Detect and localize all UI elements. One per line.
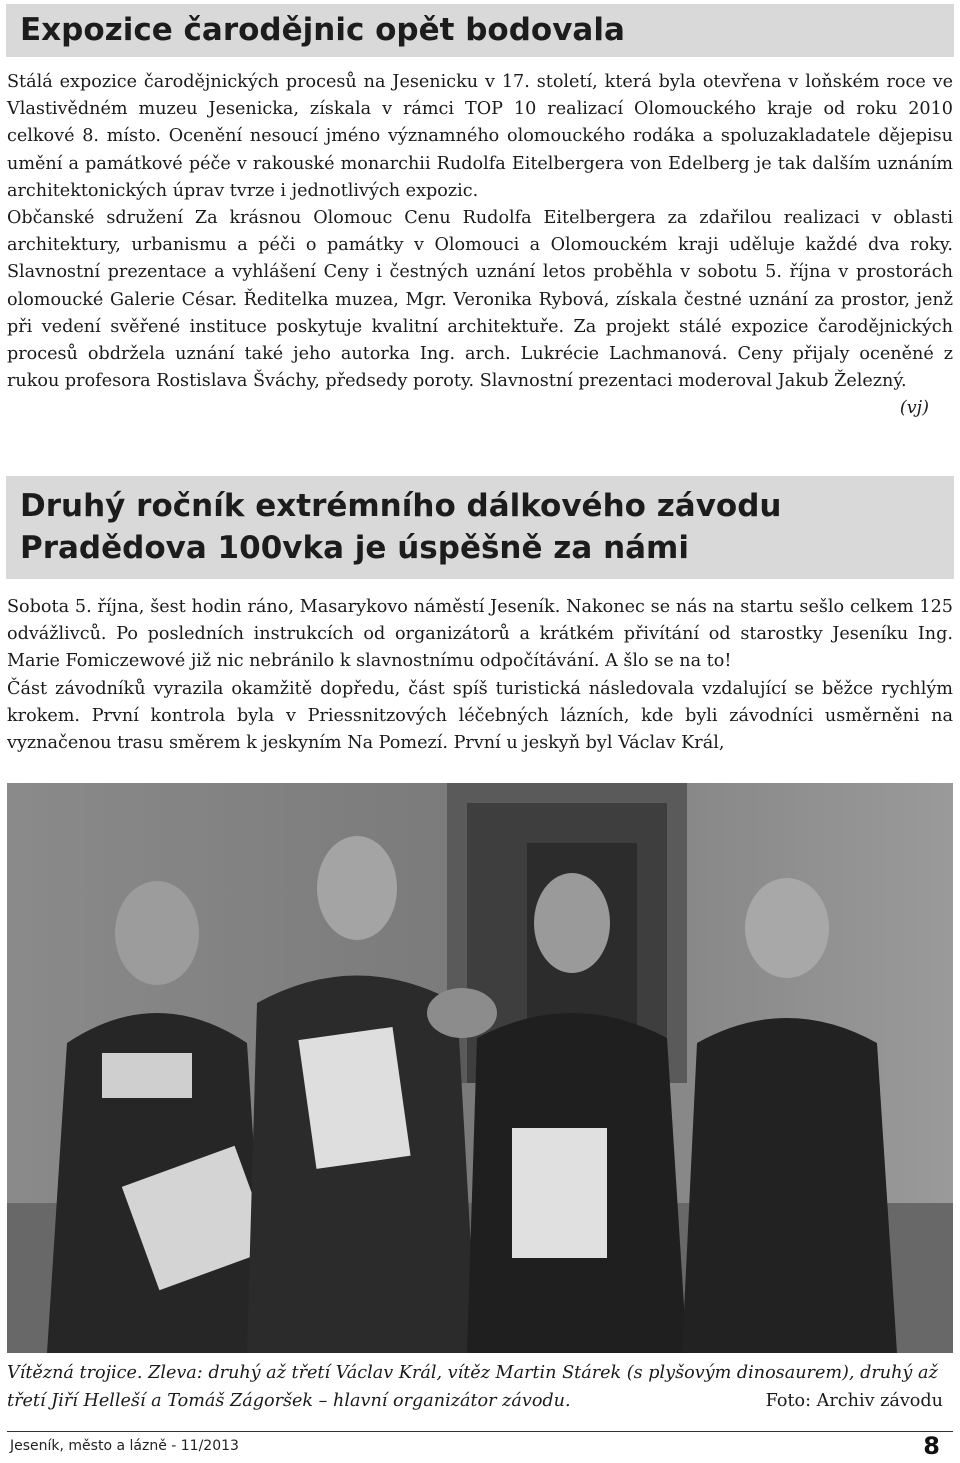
article1-headline: Expozice čarodějnic opět bodovala [6,4,954,57]
photo-credit: Foto: Archiv závodu [765,1390,943,1411]
article1-paragraph: Stálá expozice čarodějnických procesů na Jesenicku v 17. století, která byla otevřena v loňském roce ve Vlastivědném muzeu Jesenicka, získala v rámci TOP 10 realizací Olomouckého kraje od roku 2010 celkové 8. místo. Ocenění nesoucí jméno významného olomouckého rodáka a spoluzakladatele dějepisu umění a památkové péče v rakouské monarchii Rudolfa Eitelbergera von Edelberg je tak dalším uznáním architektonických úprav tvrze i jednotlivých expozic. [7,72,953,201]
photo-caption-text: Vítězná trojice. Zleva: druhý až třetí Václav Král, vítěz Martin Stárek (s plyšovým dinosaurem), druhý až třetí Jiří Helleší a Tomáš Zágoršek – hlavní organizátor závodu. [7,1363,938,1411]
article2-headline-line2: Pradědova 100vka je úspěšně za námi [20,530,689,566]
footer-divider [7,1431,953,1432]
group-photo-image [7,783,953,1353]
article2-paragraph: Sobota 5. října, šest hodin ráno, Masarykovo náměstí Jeseník. Nakonec se nás na startu sešlo celkem 125 odvážlivců. Po posledních instrukcích od organizátorů a krátkém přivítání od starostky Jeseníku Ing. Marie Fomiczewové již nic nebránilo k slavnostnímu odpočítávání. A šlo se na to! [7,597,953,672]
article2-body [7,594,953,757]
article1-signature: (vj) [899,398,929,419]
group-photo [7,783,953,1353]
footer-publication: Jeseník, město a lázně - 11/2013 [10,1438,239,1454]
article1-body [7,69,953,423]
photo-caption [7,1360,953,1415]
page-number: 8 [923,1432,940,1460]
article2-paragraph: Část závodníků vyrazila okamžitě dopředu, část spíš turistická následovala vzdalující se běžce rychlým krokem. První kontrola byla v Priessnitzových léčebných lázních, kde byli závodníci usměrněni na vyznačenou trasu směrem k jeskyním Na Pomezí. První u jeskyň byl Václav Král, [7,678,953,754]
article2-headline [6,476,954,579]
article1-paragraph: Občanské sdružení Za krásnou Olomouc Cenu Rudolfa Eitelbergera za zdařilou realizaci v oblasti architektury, urbanismu a péči o památky v Olomouci a Olomouckém kraji uděluje každé dva roky. Slavnostní prezentace a vyhlášení Ceny i čestných uznání letos proběhla v sobotu 5. října v prostorách olomoucké Galerie César. Ředitelka muzea, Mgr. Veronika Rybová, získala čestné uznání za prostor, jenž při vedení svěřené instituce poskytuje kvalitní architektuře. Za projekt stálé expozice čarodějnických procesů obdržela uznání také jeho autorka Ing. arch. Lukrécie Lachmanová. Ceny přijaly oceněné z rukou profesora Rostislava Šváchy, předsedy poroty. Slavnostní prezentaci moderoval Jakub Železný. (vj) [7,205,953,395]
article2-headline-line1: Druhý ročník extrémního dálkového závodu [20,488,782,524]
